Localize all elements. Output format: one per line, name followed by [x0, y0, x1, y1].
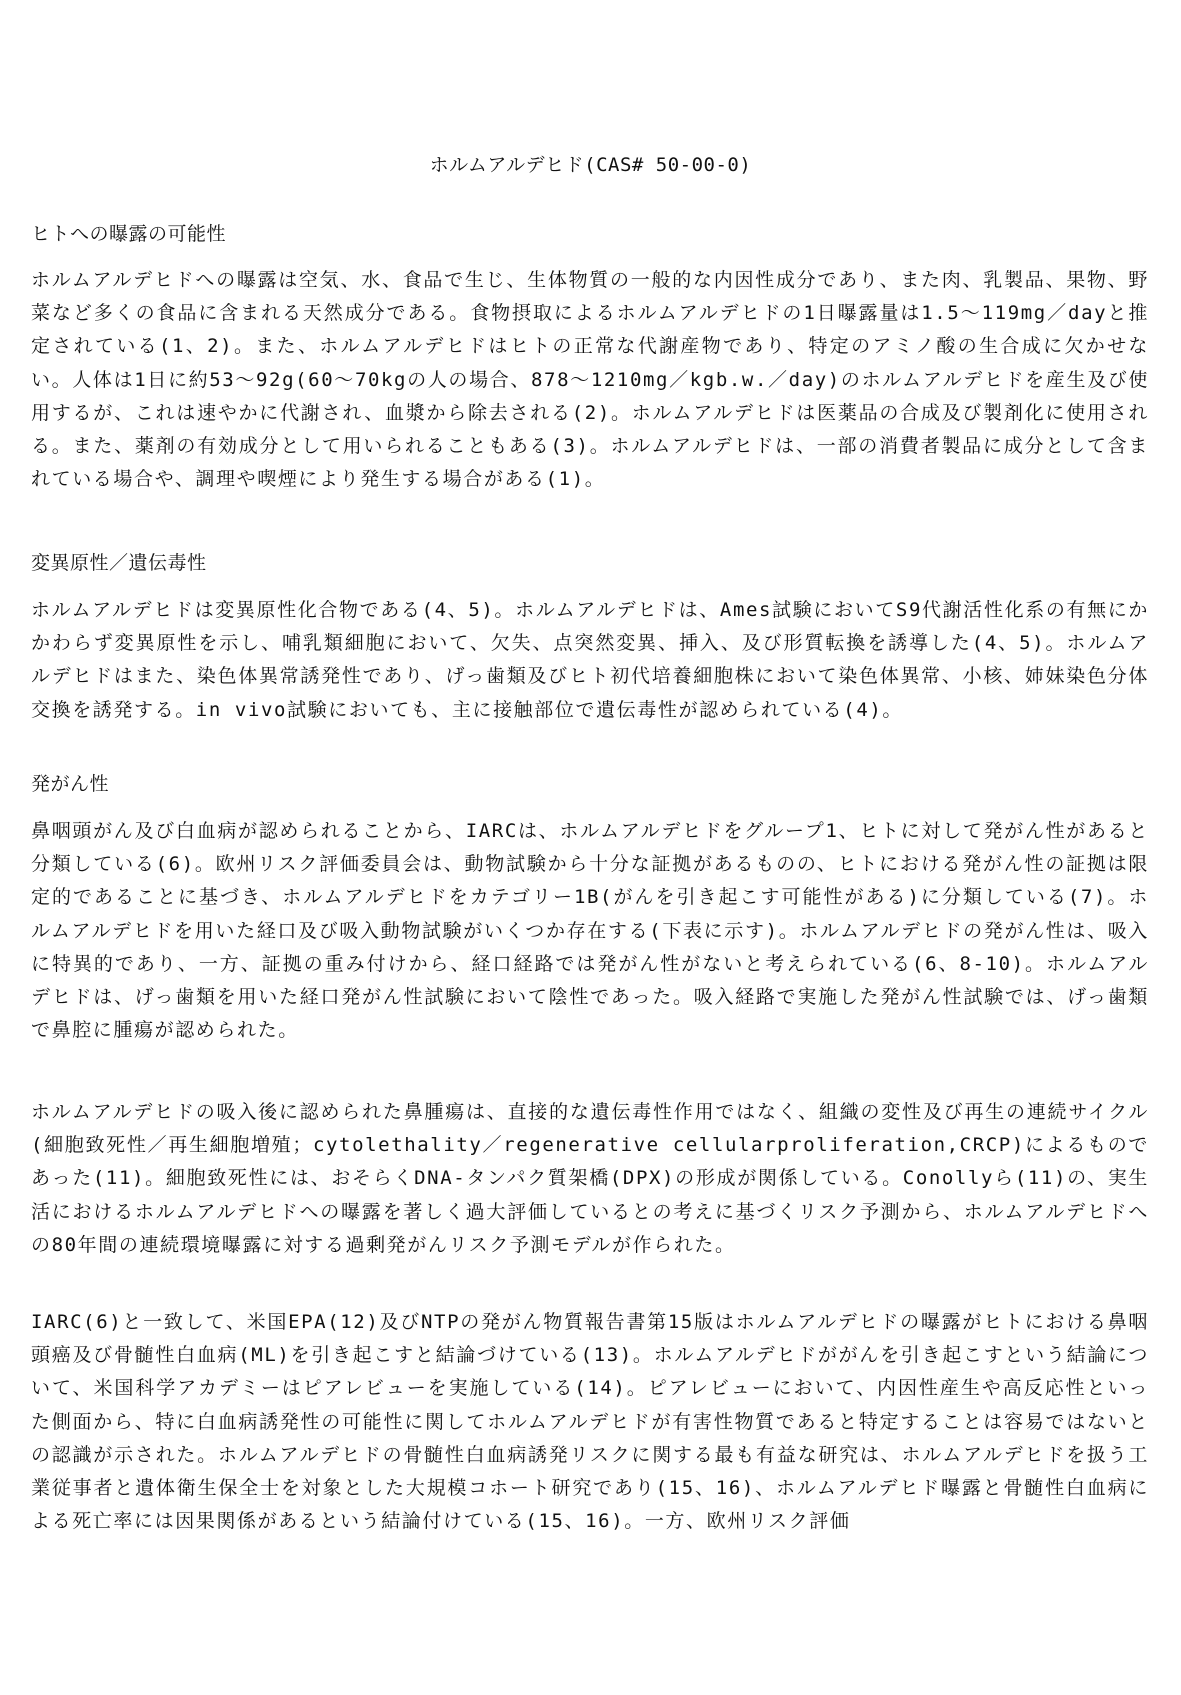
document-title: ホルムアルデヒド(CAS# 50-00-0) [429, 154, 752, 176]
section-heading-carcinogenicity: 発がん性 [31, 773, 110, 795]
section-paragraph-carcinogenicity-2: ホルムアルデヒドの吸入後に認められた鼻腫瘍は、直接的な遺伝毒性作用ではなく、組織の変性及び再生の連続サイクル(細胞致死性／再生細胞増殖；cytolethality／regenerative cellularproliferation,CRCP)によるものであった(11)。細胞致死性には、おそらくDNA-タンパク質架橋(DPX)の形成が関係している。Conollyら(11)の、実生活におけるホルムアルデヒドへの曝露を著しく過大評価しているとの考えに基づくリスク予測から、ホルムアルデヒドへの80年間の連続環境曝露に対する過剰発がんリスク予測モデルが作られた。 [31, 1101, 1149, 1256]
section-paragraph-exposure: ホルムアルデヒドへの曝露は空気、水、食品で生じ、生体物質の一般的な内因性成分であり、また肉、乳製品、果物、野菜など多くの食品に含まれる天然成分である。食物摂取によるホルムアルデヒドの1日曝露量は1.5〜119mg／dayと推定されている(1、2)。また、ホルムアルデヒドはヒトの正常な代謝産物であり、特定のアミノ酸の生合成に欠かせない。人体は1日に約53〜92g(60〜70kgの人の場合、878〜1210mg／kgb.w.／day)のホルムアルデヒドを産生及び使用するが、これは速やかに代謝され、血漿から除去される(2)。ホルムアルデヒドは医薬品の合成及び製剤化に使用される。また、薬剤の有効成分として用いられることもある(3)。ホルムアルデヒドは、一部の消費者製品に成分として含まれている場合や、調理や喫煙により発生する場合がある(1)。 [31, 269, 1149, 491]
section-paragraph-carcinogenicity-3: IARC(6)と一致して、米国EPA(12)及びNTPの発がん物質報告書第15版はホルムアルデヒドの曝露がヒトにおける鼻咽頭癌及び骨髄性白血病(ML)を引き起こすと結論づけている(13)。ホルムアルデヒドががんを引き起こすという結論について、米国科学アカデミーはピアレビューを実施している(14)。ピアレビューにおいて、内因性産生や高反応性といった側面から、特に白血病誘発性の可能性に関してホルムアルデヒドが有害性物質であると特定することは容易ではないとの認識が示された。ホルムアルデヒドの骨髄性白血病誘発リスクに関する最も有益な研究は、ホルムアルデヒドを扱う工業従事者と遺体衛生保全士を対象とした大規模コホート研究であり(15、16)、ホルムアルデヒド曝露と骨髄性白血病による死亡率には因果関係があるという結論付けている(15、16)。一方、欧州リスク評価 [31, 1311, 1149, 1533]
section-heading-exposure: ヒトへの曝露の可能性 [31, 223, 227, 245]
section-heading-mutagenicity: 変異原性／遺伝毒性 [31, 552, 207, 574]
section-paragraph-carcinogenicity-1: 鼻咽頭がん及び白血病が認められることから、IARCは、ホルムアルデヒドをグループ1、ヒトに対して発がん性があると分類している(6)。欧州リスク評価委員会は、動物試験から十分な証拠があるものの、ヒトにおける発がん性の証拠は限定的であることに基づき、ホルムアルデヒドをカテゴリー1B(がんを引き起こす可能性がある)に分類している(7)。ホルムアルデヒドを用いた経口及び吸入動物試験がいくつか存在する(下表に示す)。ホルムアルデヒドの発がん性は、吸入に特異的であり、一方、証拠の重み付けから、経口経路では発がん性がないと考えられている(6、8-10)。ホルムアルデヒドは、げっ歯類を用いた経口発がん性試験において陰性であった。吸入経路で実施した発がん性試験では、げっ歯類で鼻腔に腫瘍が認められた。 [31, 820, 1149, 1042]
section-paragraph-mutagenicity: ホルムアルデヒドは変異原性化合物である(4、5)。ホルムアルデヒドは、Ames試験においてS9代謝活性化系の有無にかかわらず変異原性を示し、哺乳類細胞において、欠失、点突然変異、挿入、及び形質転換を誘導した(4、5)。ホルムアルデヒドはまた、染色体異常誘発性であり、げっ歯類及びヒト初代培養細胞株において染色体異常、小核、姉妹染色分体交換を誘発する。in vivo試験においても、主に接触部位で遺伝毒性が認められている(4)。 [31, 599, 1149, 721]
